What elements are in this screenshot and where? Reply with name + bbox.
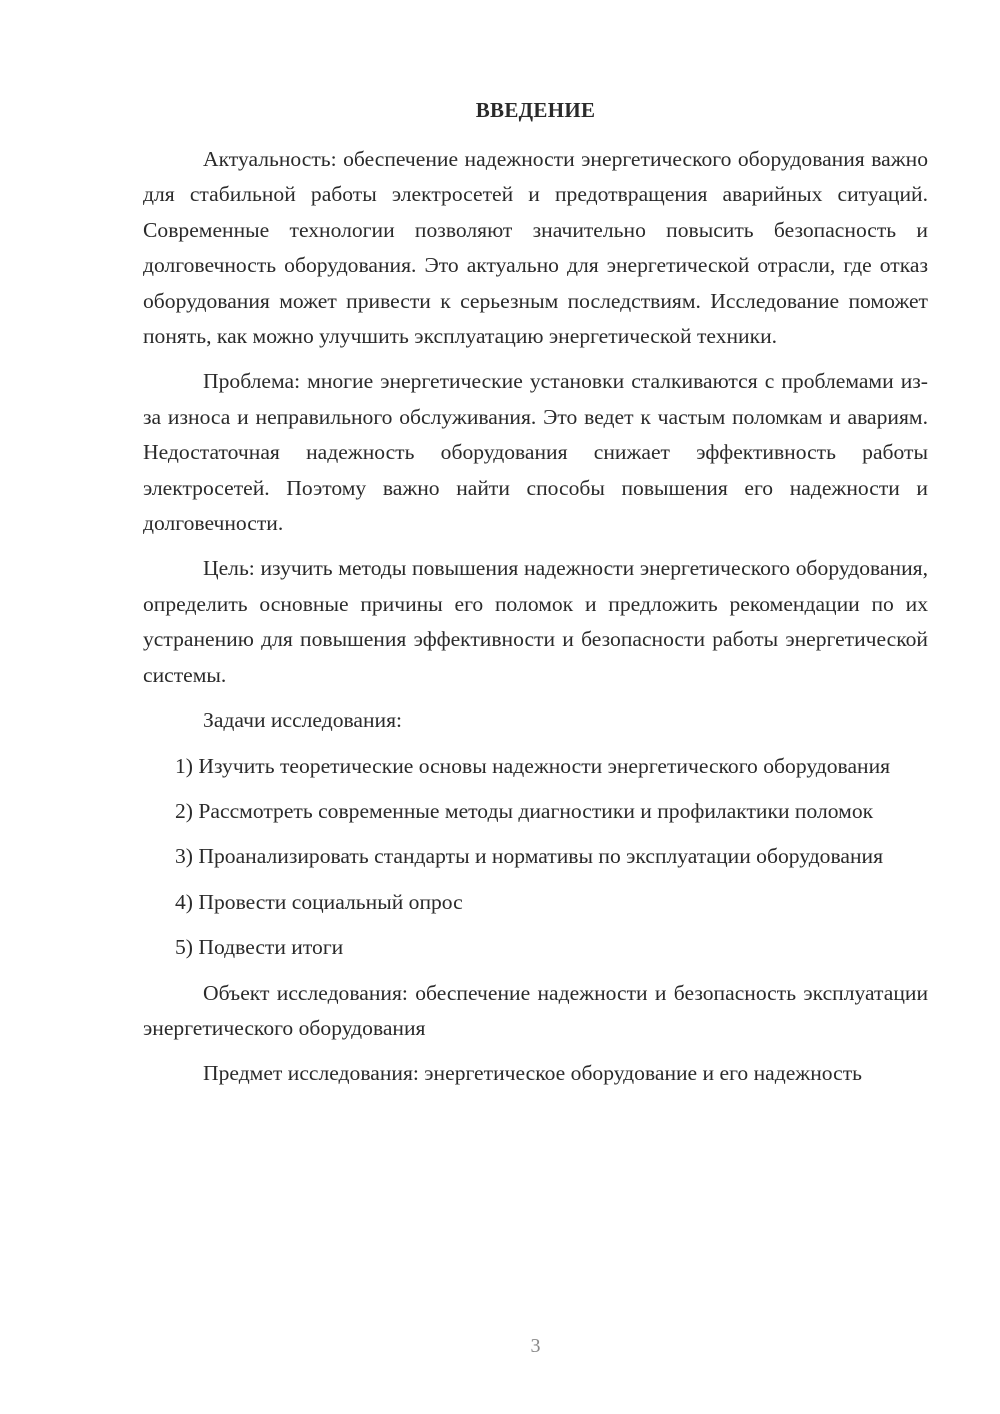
- page-number: 3: [530, 1335, 541, 1357]
- task-item-4: 4) Провести социальный опрос: [175, 889, 463, 914]
- subject-paragraph: Предмет исследования: энергетическое оборудование и его надежность: [203, 1061, 862, 1086]
- task-item-2: 2) Рассмотреть современные методы диагностики и профилактики поломок: [175, 798, 874, 823]
- object-paragraph: Объект исследования: обеспечение надежности и безопасность эксплуатации энергетического оборудования: [143, 980, 928, 1040]
- document-body: [143, 142, 928, 1102]
- problem-paragraph: Проблема: многие энергетические установки сталкиваются с проблемами из-за износа и неправильного обслуживания. Это ведет к частым поломкам и авариям. Недостаточная надежность оборудования снижает эффективность работы электросетей. Поэтому важно найти способы повышения его надежности и долговечности.: [143, 369, 928, 536]
- task-item-1: 1) Изучить теоретические основы надежности энергетического оборудования: [175, 753, 891, 778]
- task-item-5: 5) Подвести итоги: [175, 935, 344, 960]
- tasks-list: [143, 749, 928, 966]
- relevance-paragraph: Актуальность: обеспечение надежности энергетического оборудования важно для стабильной работы электросетей и предотвращения аварийных ситуаций. Современные технологии позволяют значительно повысить безопасность и долговечность оборудования. Это актуально для энергетической отрасли, где отказ оборудования может привести к серьезным последствиям. Исследование поможет понять, как можно улучшить эксплуатацию энергетической техники.: [143, 147, 928, 349]
- goal-paragraph: Цель: изучить методы повышения надежности энергетического оборудования, определить основные причины его поломок и предложить рекомендации по их устранению для повышения эффективности и безопасности работы энергетической системы.: [143, 556, 928, 687]
- tasks-heading: Задачи исследования:: [203, 708, 403, 733]
- page-title: ВВЕДЕНИЕ: [475, 98, 596, 122]
- task-item-3: 3) Проанализировать стандарты и нормативы по эксплуатации оборудования: [175, 844, 884, 869]
